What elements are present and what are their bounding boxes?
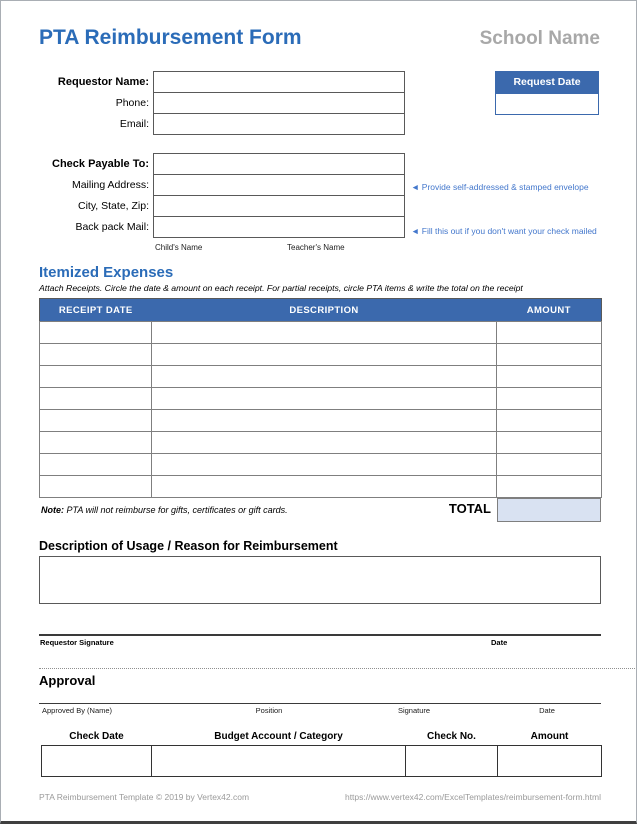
requestor-name-field[interactable] bbox=[153, 71, 405, 93]
description-column-header: DESCRIPTION bbox=[152, 299, 497, 322]
approval-heading: Approval bbox=[39, 673, 96, 688]
requestor-signature-label: Requestor Signature bbox=[40, 638, 114, 647]
requestor-signature-line[interactable] bbox=[39, 634, 601, 647]
expense-row bbox=[40, 322, 602, 344]
amount-column-header: AMOUNT bbox=[497, 299, 602, 322]
email-field[interactable] bbox=[153, 113, 405, 135]
usage-section bbox=[39, 539, 601, 604]
expense-date-cell[interactable] bbox=[40, 410, 152, 432]
check-no-field[interactable] bbox=[406, 746, 498, 777]
backpack-mail-label: Back pack Mail: bbox=[75, 221, 149, 233]
approval-signature-line[interactable] bbox=[39, 703, 601, 720]
itemized-expenses-heading: Itemized Expenses bbox=[39, 264, 174, 281]
expense-description-cell[interactable] bbox=[152, 322, 497, 344]
email-row bbox=[39, 113, 405, 135]
budget-account-field[interactable] bbox=[152, 746, 406, 777]
phone-row bbox=[39, 92, 405, 114]
city-state-zip-label: City, State, Zip: bbox=[78, 200, 149, 212]
expenses-note bbox=[41, 505, 288, 515]
expense-amount-cell[interactable] bbox=[497, 432, 602, 454]
expense-date-cell[interactable] bbox=[40, 366, 152, 388]
expense-amount-cell[interactable] bbox=[497, 366, 602, 388]
position-label: Position bbox=[255, 706, 283, 715]
approval-section bbox=[39, 673, 601, 742]
expense-date-cell[interactable] bbox=[40, 476, 152, 498]
expenses-header-row bbox=[40, 299, 602, 322]
total-label: TOTAL bbox=[448, 501, 491, 516]
mailing-address-label: Mailing Address: bbox=[71, 179, 149, 191]
mailing-address-row bbox=[39, 174, 405, 196]
footer-url: https://www.vertex42.com/ExcelTemplates/reimbursement-form.html bbox=[344, 792, 601, 802]
expense-description-cell[interactable] bbox=[152, 410, 497, 432]
budget-account-column-header: Budget Account / Category bbox=[214, 731, 343, 742]
check-amount-column-header: Amount bbox=[530, 731, 569, 742]
phone-label: Phone: bbox=[115, 97, 149, 109]
city-state-zip-row bbox=[39, 195, 405, 217]
expense-description-cell[interactable] bbox=[152, 432, 497, 454]
expense-description-cell[interactable] bbox=[152, 476, 497, 498]
teachers-name-label: Teacher's Name bbox=[287, 243, 345, 252]
itemized-expenses-section bbox=[39, 264, 601, 524]
signature-date-label: Date bbox=[491, 638, 508, 647]
check-date-field[interactable] bbox=[42, 746, 152, 777]
expense-row bbox=[40, 388, 602, 410]
expenses-note-row bbox=[39, 498, 601, 524]
note-prefix: Note: bbox=[41, 505, 64, 515]
expense-description-cell[interactable] bbox=[152, 388, 497, 410]
receipt-date-column-header: RECEIPT DATE bbox=[40, 299, 152, 322]
request-date-field[interactable] bbox=[495, 93, 599, 115]
expense-date-cell[interactable] bbox=[40, 432, 152, 454]
check-payable-row bbox=[39, 153, 405, 175]
requestor-name-row bbox=[39, 71, 405, 93]
school-name: School Name bbox=[479, 28, 600, 49]
expense-date-cell[interactable] bbox=[40, 454, 152, 476]
expense-amount-cell[interactable] bbox=[497, 344, 602, 366]
check-details-header-row bbox=[42, 731, 602, 746]
check-details-table bbox=[41, 731, 602, 777]
total-field[interactable] bbox=[497, 498, 601, 522]
backpack-mail-row bbox=[39, 216, 405, 238]
check-payable-field[interactable] bbox=[153, 153, 405, 175]
email-label: Email: bbox=[119, 118, 149, 130]
note-text: PTA will not reimburse for gifts, certificates or gift cards. bbox=[66, 505, 288, 515]
childs-name-label: Child's Name bbox=[155, 243, 203, 252]
section-divider bbox=[39, 668, 635, 669]
expenses-table bbox=[39, 298, 602, 498]
approved-by-label: Approved By (Name) bbox=[42, 706, 113, 715]
expense-row bbox=[40, 410, 602, 432]
usage-field[interactable] bbox=[39, 556, 601, 604]
expense-date-cell[interactable] bbox=[40, 388, 152, 410]
expense-row bbox=[40, 366, 602, 388]
expense-date-cell[interactable] bbox=[40, 322, 152, 344]
backpack-mail-field[interactable] bbox=[153, 216, 405, 238]
check-details-row bbox=[42, 746, 602, 777]
city-state-zip-field[interactable] bbox=[153, 195, 405, 217]
requestor-name-label: Requestor Name: bbox=[57, 76, 149, 88]
expense-row bbox=[40, 344, 602, 366]
check-mailed-annotation: ◄ Fill this out if you don't want your check mailed bbox=[411, 226, 597, 236]
expense-date-cell[interactable] bbox=[40, 344, 152, 366]
requestor-section bbox=[39, 71, 405, 135]
expense-row bbox=[40, 476, 602, 498]
check-amount-field[interactable] bbox=[498, 746, 602, 777]
phone-field[interactable] bbox=[153, 92, 405, 114]
expense-amount-cell[interactable] bbox=[497, 454, 602, 476]
expenses-instructions: Attach Receipts. Circle the date & amount on each receipt. For partial receipts, circle PTA items & write the total on the receipt bbox=[39, 283, 523, 293]
expense-amount-cell[interactable] bbox=[497, 410, 602, 432]
check-payable-label: Check Payable To: bbox=[52, 158, 149, 170]
expense-row bbox=[40, 432, 602, 454]
check-no-column-header: Check No. bbox=[427, 731, 476, 742]
request-date-header: Request Date bbox=[495, 71, 599, 93]
expense-row bbox=[40, 454, 602, 476]
usage-heading: Description of Usage / Reason for Reimbursement bbox=[39, 539, 338, 553]
approval-date-label: Date bbox=[539, 706, 555, 715]
envelope-annotation: ◄ Provide self-addressed & stamped envelope bbox=[411, 182, 589, 192]
page-title: PTA Reimbursement Form bbox=[39, 26, 302, 49]
expense-amount-cell[interactable] bbox=[497, 322, 602, 344]
mailing-address-field[interactable] bbox=[153, 174, 405, 196]
approval-signature-label: Signature bbox=[397, 706, 431, 715]
expense-description-cell[interactable] bbox=[152, 366, 497, 388]
footer-copyright: PTA Reimbursement Template © 2019 by Vertex42.com bbox=[39, 792, 250, 802]
check-date-column-header: Check Date bbox=[69, 731, 124, 742]
expense-amount-cell[interactable] bbox=[497, 476, 602, 498]
expense-amount-cell[interactable] bbox=[497, 388, 602, 410]
request-date-box bbox=[495, 71, 599, 115]
expense-description-cell[interactable] bbox=[152, 344, 497, 366]
page-footer bbox=[39, 792, 601, 802]
expense-description-cell[interactable] bbox=[152, 454, 497, 476]
payable-section bbox=[39, 153, 405, 238]
